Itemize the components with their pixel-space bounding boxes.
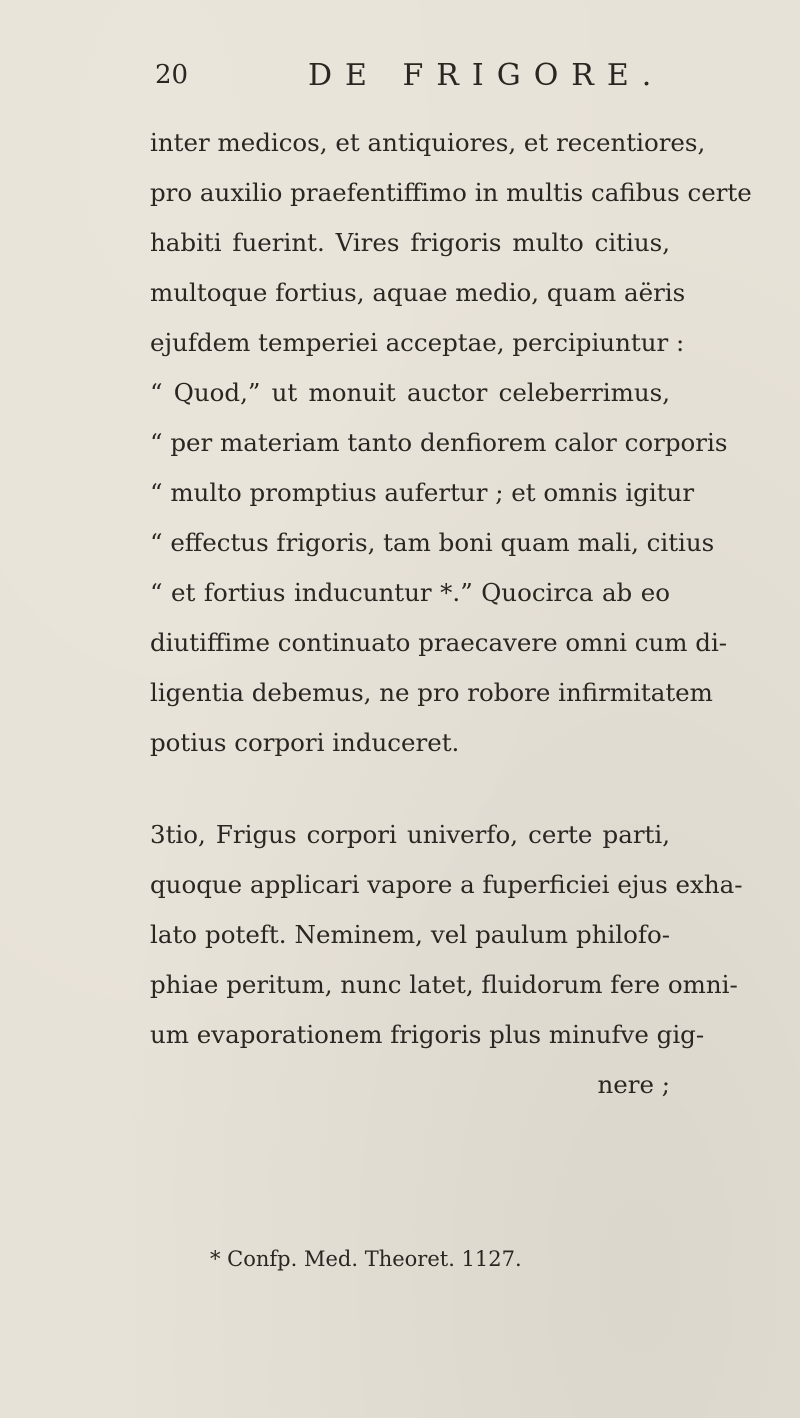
text-line: “ multo promptius aufertur ; et omnis igitur (150, 478, 695, 507)
page-number: 20 (155, 60, 189, 90)
text-line: “ et fortius inducuntur *.” Quocirca ab eo (150, 578, 670, 607)
body-text (150, 118, 752, 1110)
text-line: lato poteft. Neminem, vel paulum philofo- (150, 920, 670, 949)
text-line: phiae peritum, nunc latet, fluidorum fere omni- (150, 970, 738, 999)
text-line: inter medicos, et antiquiores, et recentiores, (150, 128, 706, 157)
running-head: DE FRIGORE. (308, 58, 665, 93)
text-line: um evaporationem frigoris plus minufve gig- (150, 1020, 705, 1049)
text-line: pro auxilio praefentiffimo in multis cafibus certe (150, 178, 752, 207)
text-line: quoque applicari vapore a fuperficiei ejus exha- (150, 870, 743, 899)
text-line: ejufdem temperiei acceptae, percipiuntur : (150, 328, 685, 357)
footnote: * Confp. Med. Theoret. 1127. (210, 1247, 522, 1271)
text-line: multoque fortius, aquae medio, quam aëris (150, 278, 686, 307)
paragraph-gap (150, 768, 670, 810)
text-line: diutiffime continuato praecavere omni cum di- (150, 628, 728, 657)
text-line: habiti fuerint. Vires frigoris multo citius, (150, 228, 670, 257)
page-header (0, 60, 800, 100)
paragraph-1 (150, 118, 752, 768)
text-line: “ per materiam tanto denfiorem calor corporis (150, 428, 728, 457)
text-line: “ effectus frigoris, tam boni quam mali, citius (150, 528, 715, 557)
text-line: 3tio, Frigus corpori univerfo, certe parti, (150, 820, 670, 849)
text-line: potius corpori induceret. (150, 728, 460, 757)
paragraph-2 (150, 810, 743, 1110)
text-line: “ Quod,” ut monuit auctor celeberrimus, (150, 378, 670, 407)
catchword: nere ; (597, 1070, 670, 1099)
text-line: ligentia debemus, ne pro robore infirmitatem (150, 678, 713, 707)
